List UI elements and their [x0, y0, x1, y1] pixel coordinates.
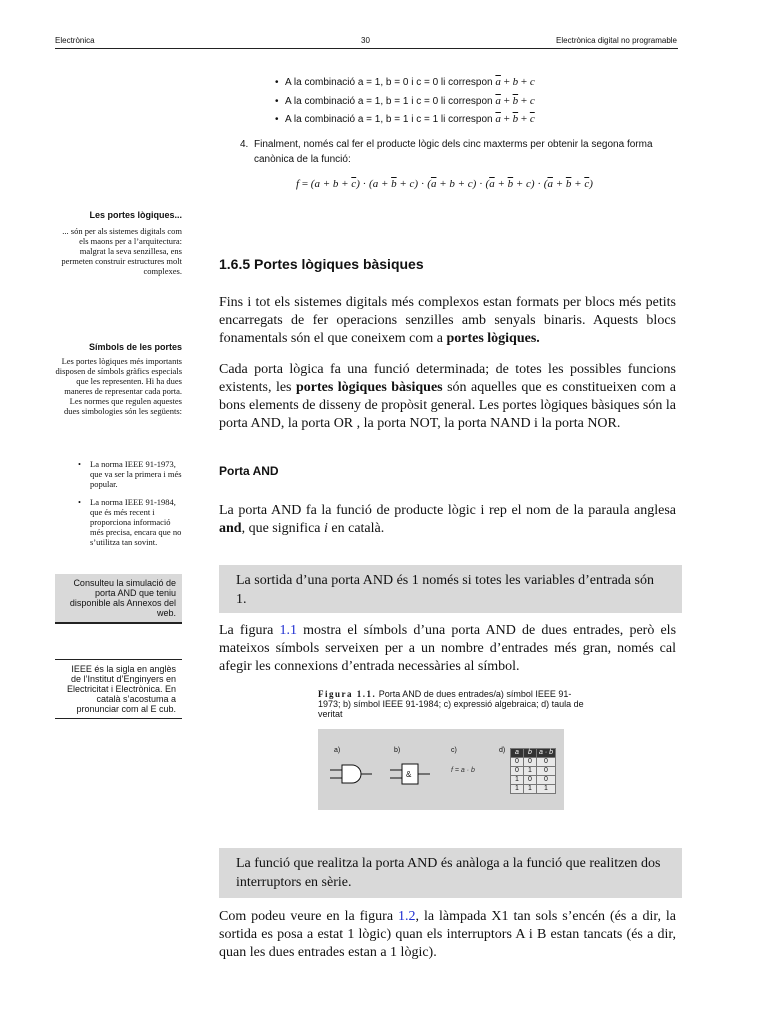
- sidenote-text-symbols: Les portes lògiques més importants disposen de símbols gràfics especials que les representen. Hi ha dues maneres de representar cada porta. Les normes que regulen aquestes dues simbologies són les següents:: [55, 356, 182, 416]
- table-row: 1 1 1: [511, 785, 556, 794]
- figure-and-gate: [318, 729, 564, 810]
- paragraph-lamp: Com podeu veure en la figura 1.2, la làmpada X1 tan sols s’encén (és a dir, la sortida es posa a estat 1 lògic) quan els interruptors A i B estan tancats (és a dir, quan les dues entrades estan a 1 lògic).: [219, 909, 677, 960]
- table-row: 0 0 0: [511, 758, 556, 767]
- list-item: • La norma IEEE 91-1973, que va ser la primera i més popular.: [78, 459, 182, 489]
- section-title: 1.6.5 Portes lògiques bàsiques: [219, 256, 424, 272]
- table-row: 1 0 0: [511, 776, 556, 785]
- sidenote-list: [78, 459, 182, 555]
- figure-link[interactable]: 1.2: [398, 909, 416, 924]
- paragraph-figure-ref: La figura 1.1 mostra el símbols d’una porta AND de dues entrades, però els mateixos símbols serveixen per a un nombre d’entrades més gran, només cal afegir les connexions d’entrada necessàries al símbol.: [219, 623, 677, 674]
- panel-d-label: d): [499, 747, 506, 754]
- paragraph-intro: Fins i tot els sistemes digitals més complexos estan formats per blocs més petits encarregats de fer operacions senzilles amb senyals binaris. Aquests blocs fonamentals són el que coneixem com a portes lògiques.: [219, 295, 676, 346]
- table-header: a: [511, 749, 524, 758]
- step-4: 4. Finalment, només cal fer el producte lògic dels cinc maxterms per obtenir la segona forma canònica de la funció:: [240, 139, 653, 165]
- table-header: b: [524, 749, 537, 758]
- highlight-box: La sortida d’una porta AND és 1 només si totes les variables d’entrada són 1.: [219, 565, 682, 613]
- table-header: a · b: [537, 749, 556, 758]
- highlight-box-switches: La funció que realitza la porta AND és anàloga a la funció que realitzen dos interruptors en sèrie.: [219, 848, 682, 898]
- page-number: 30: [361, 36, 370, 45]
- paragraph-basic-gates: Cada porta lògica fa una funció determinada; de totes les possibles funcions existents, les portes lògiques bàsiques són aquelles que es constitueixen com a bons elements de disseny de propòsit general. Les portes lògiques bàsiques són la porta AND, la porta OR , la porta NOT, la porta NAND i la porta NOR.: [219, 362, 677, 431]
- sidebox-ieee: IEEE és la sigla en anglès de l’Institut d’Enginyers en Electricitat i Electrònica. En català s’acostuma a pronunciar com al E cub.: [55, 659, 182, 719]
- bullet-item: • A la combinació a = 1, b = 0 i c = 0 li correspon $\overline{a} + b + c$: [275, 76, 535, 88]
- figure-link[interactable]: 1.1: [279, 623, 297, 638]
- panel-a-label: a): [334, 747, 341, 754]
- list-item: • La norma IEEE 91-1984, que és més recent i proporciona informació més precisa, encara que no s’utilitza tan sovint.: [78, 497, 182, 547]
- bullet-item: • A la combinació a = 1, b = 1 i c = 0 li correspon $\overline{a} + \overline{b} + c$: [275, 95, 535, 107]
- sidenote-title-gates: Les portes lògiques...: [89, 210, 182, 220]
- sidebox-simulation[interactable]: Consulteu la simulació de porta AND que teniu disponible als Annexos del web.: [55, 574, 182, 624]
- panel-b-label: b): [394, 747, 401, 754]
- bullet-item: • A la combinació a = 1, b = 1 i c = 1 li correspon $\overline{a} + \overline{b} + \overline{c}$: [275, 113, 535, 125]
- ieee-ampersand: &: [406, 770, 412, 779]
- paragraph-and: La porta AND fa la funció de producte lògic i rep el nom de la paraula anglesa and, que significa i en català.: [219, 503, 676, 536]
- and-gate-ansi-symbol: [330, 763, 374, 785]
- header-rule: [55, 48, 678, 49]
- canonical-formula: $f = (a + b + \overline{c}) \cdot (a + \overline{b} + c) \cdot (\overline{a} + b + c) \cdot (\overline{a} + \overline{b} + c) \cdot (\overline{a} + \overline{b} + \overline{c})$: [296, 178, 593, 190]
- sidenote-text-gates: ... són per als sistemes digitals com els maons per a l’arquitectura: malgrat la seva senzillesa, ens permeten construir estructures molt complexes.: [61, 226, 182, 276]
- table-row: 0 1 0: [511, 767, 556, 776]
- sidenote-title-symbols: Símbols de les portes: [88, 342, 182, 352]
- subsection-title: Porta AND: [219, 464, 279, 478]
- panel-c-label: c): [451, 747, 457, 754]
- figure-caption: Figura 1.1. Porta AND de dues entrades/a) símbol IEEE 91-1973; b) símbol IEEE 91-1984; c) expressió algebraica; d) taula de veritat: [318, 689, 584, 719]
- header-right: Electrònica digital no programable: [556, 36, 677, 45]
- header-left: Electrònica: [55, 36, 95, 45]
- and-expression: f = a · b: [451, 767, 475, 774]
- truth-table: [510, 748, 556, 794]
